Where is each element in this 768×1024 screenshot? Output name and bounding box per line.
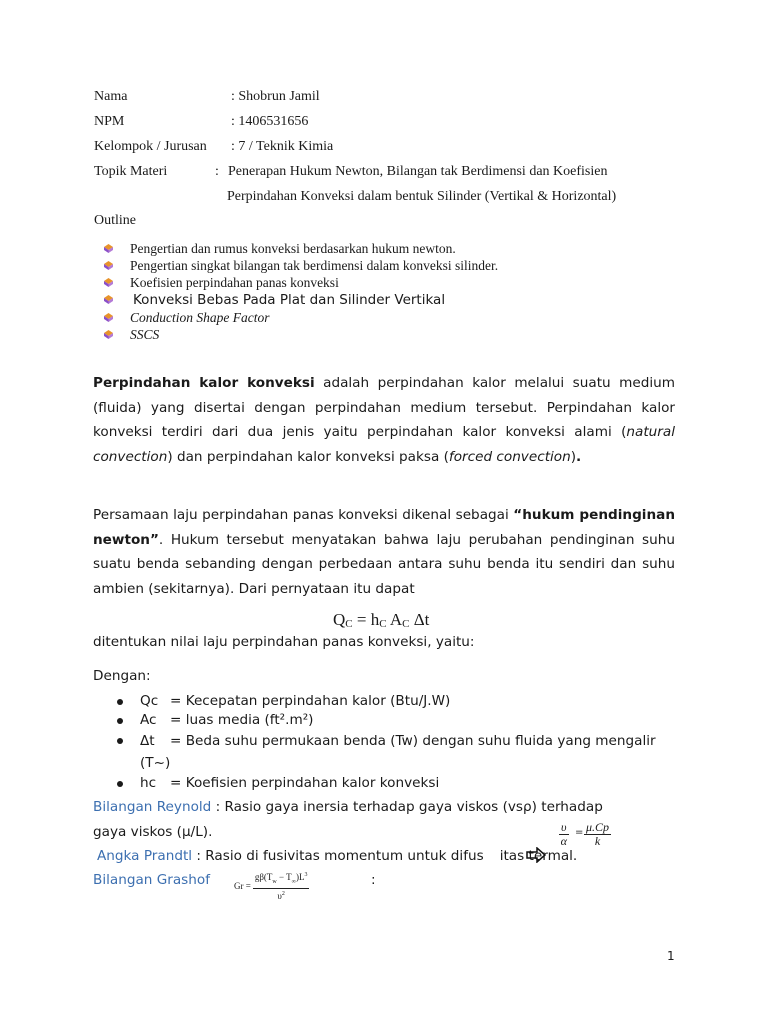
grashof-label: Bilangan Grashof — [93, 872, 210, 888]
definition-desc: = luas media (ft².m²) — [170, 712, 314, 728]
outline-item-label: Pengertian dan rumus konveksi berdasarkan hukum newton. — [130, 241, 456, 256]
prandtl-rhs-num: μ.Cp — [586, 820, 610, 834]
grashof-formula — [234, 870, 309, 902]
term-hukum-pendinginan: “hukum pendinginan newton” — [93, 507, 675, 548]
outline-item-label: Konveksi Bebas Pada Plat dan Silinder Vertikal — [133, 292, 446, 308]
paragraph-hukum-newton — [93, 503, 675, 601]
para1-text1: adalah perpindahan kalor melalui suatu medium (fluida) yang disertai dengan perpindahan medium tersebut. Perpindahan kalor konveksi terdiri dari dua jenis yaitu perpindahan kalor konveksi alami ( — [93, 375, 675, 440]
outline-item-label: Conduction Shape Factor — [130, 310, 270, 325]
para2-text1: Persamaan laju perpindahan panas konveksi dikenal sebagai — [93, 507, 514, 523]
para1-text2: ) dan perpindahan kalor konveksi paksa ( — [167, 448, 449, 465]
diamond-bullet-icon — [104, 278, 113, 287]
prandtl-rhs-den: k — [594, 834, 601, 848]
formula-a: A — [386, 610, 403, 629]
paragraph-ditentukan: ditentukan nilai laju perpindahan panas konveksi, yaitu: — [93, 634, 475, 650]
reynold-text: : Rasio gaya inersia terhadap gaya viskos (vsρ) terhadap — [211, 799, 603, 815]
bullet-dot-icon — [117, 781, 123, 787]
para1-forced: forced convection — [448, 448, 571, 465]
definition-symbol: hc — [140, 775, 157, 791]
grashof-num-sub2: ∞ — [291, 878, 296, 885]
newton-cooling-formula — [333, 610, 429, 630]
definitions-list — [115, 692, 660, 793]
outline-title: Outline — [94, 213, 136, 228]
label-kelompok: Kelompok / Jurusan — [94, 139, 207, 154]
grashof-den: υ — [277, 890, 282, 901]
diamond-bullet-icon — [104, 313, 113, 322]
prandtl-label: Angka Prandtl — [97, 848, 193, 864]
grashof-denominator — [253, 889, 310, 902]
label-npm: NPM — [94, 114, 125, 129]
grashof-num-mid: − T — [276, 872, 292, 882]
outline-item — [104, 274, 498, 291]
outline-item — [104, 240, 498, 257]
reynold-line — [93, 799, 603, 815]
para2-text2: . Hukum tersebut menyatakan bahwa laju perubahan pendinginan suhu suatu benda sebanding dengan perbedaan antara suhu benda itu sendiri dan suhu ambien (sekitarnya). Dari pernyataan itu dapat — [93, 531, 675, 597]
outline-item — [104, 291, 498, 309]
grashof-numerator — [253, 870, 310, 889]
definition-symbol: Δt — [140, 733, 155, 749]
definition-desc: = Beda suhu permukaan benda (Tw) dengan suhu fluida yang mengalir (T~) — [140, 733, 656, 771]
outline-item — [104, 309, 498, 326]
dengan-label: Dengan: — [93, 668, 151, 684]
outline-item-label: SSCS — [130, 327, 160, 342]
diamond-bullet-icon — [104, 295, 113, 304]
paragraph-konveksi — [93, 371, 675, 469]
diamond-bullet-icon — [104, 330, 113, 339]
reynold-line-2: gaya viskos (μ/L). — [93, 824, 213, 840]
bullet-dot-icon — [117, 718, 123, 724]
bullet-dot-icon — [117, 738, 123, 744]
formula-asub: C — [402, 618, 410, 630]
grashof-fraction — [253, 870, 310, 902]
grashof-line — [93, 872, 210, 888]
grashof-num-a: gβ(T — [254, 872, 273, 882]
bullet-dot-icon — [117, 699, 123, 705]
label-topik: Topik Materi — [94, 164, 168, 179]
definition-desc: = Kecepatan perpindahan kalor (Btu/J.W) — [170, 693, 451, 709]
definition-item — [115, 692, 660, 711]
value-topik-line1: Penerapan Hukum Newton, Bilangan tak Berdimensi dan Koefisien — [228, 164, 608, 179]
value-kelompok: : 7 / Teknik Kimia — [231, 139, 334, 154]
prandtl-text: : Rasio di fusivitas momentum untuk difus — [192, 848, 484, 864]
grashof-num-sub1: w — [272, 878, 277, 885]
formula-qsub: C — [345, 618, 353, 630]
grashof-lhs: Gr = — [234, 880, 251, 891]
prandtl-line — [97, 848, 577, 864]
para1-text3: ) — [570, 448, 577, 465]
diamond-bullet-icon — [104, 261, 113, 270]
colon-topik: : — [215, 164, 219, 179]
prandtl-lhs-num: υ — [561, 820, 567, 834]
definition-item — [115, 774, 660, 793]
formula-h: = h — [352, 610, 380, 629]
definition-symbol: Qc — [140, 693, 159, 709]
formula-q: Q — [333, 610, 346, 629]
diamond-bullet-icon — [104, 244, 113, 253]
grashof-den-sup: 2 — [281, 890, 285, 897]
definition-item — [115, 711, 660, 730]
value-topik-line2: Perpindahan Konveksi dalam bentuk Silinder (Vertikal & Horizontal) — [227, 189, 617, 204]
grashof-num-sup: 3 — [304, 872, 308, 878]
outline-item-label: Koefisien perpindahan panas konveksi — [130, 275, 339, 290]
prandtl-equals: = — [575, 827, 584, 838]
para1-natural: natural convection — [93, 424, 675, 465]
formula-hsub: C — [379, 618, 387, 630]
prandtl-lhs-fraction — [559, 821, 569, 848]
outline-item — [104, 326, 498, 343]
page-number: 1 — [667, 949, 675, 963]
prandtl-lhs-den: α — [560, 834, 567, 848]
prandtl-text-end: itas termal. — [499, 848, 578, 864]
label-nama: Nama — [94, 89, 128, 104]
outline-list — [104, 240, 498, 343]
para1-end: . — [576, 448, 582, 465]
formula-dt: Δt — [409, 610, 430, 629]
definition-item — [115, 730, 660, 774]
prandtl-rhs-fraction — [584, 821, 611, 848]
reynold-label: Bilangan Reynold — [93, 799, 212, 815]
grashof-colon: : — [371, 872, 376, 888]
arrow-right-icon — [526, 847, 546, 868]
grashof-num-end: )L — [295, 872, 305, 882]
value-nama: : Shobrun Jamil — [231, 89, 320, 104]
definition-desc: = Koefisien perpindahan kalor konveksi — [170, 775, 440, 791]
outline-item-label: Pengertian singkat bilangan tak berdimensi dalam konveksi silinder. — [130, 258, 499, 273]
outline-item — [104, 257, 498, 274]
definition-symbol: Ac — [140, 712, 157, 728]
term-perpindahan-kalor: Perpindahan kalor konveksi — [93, 375, 315, 391]
value-npm: : 1406531656 — [231, 114, 309, 129]
